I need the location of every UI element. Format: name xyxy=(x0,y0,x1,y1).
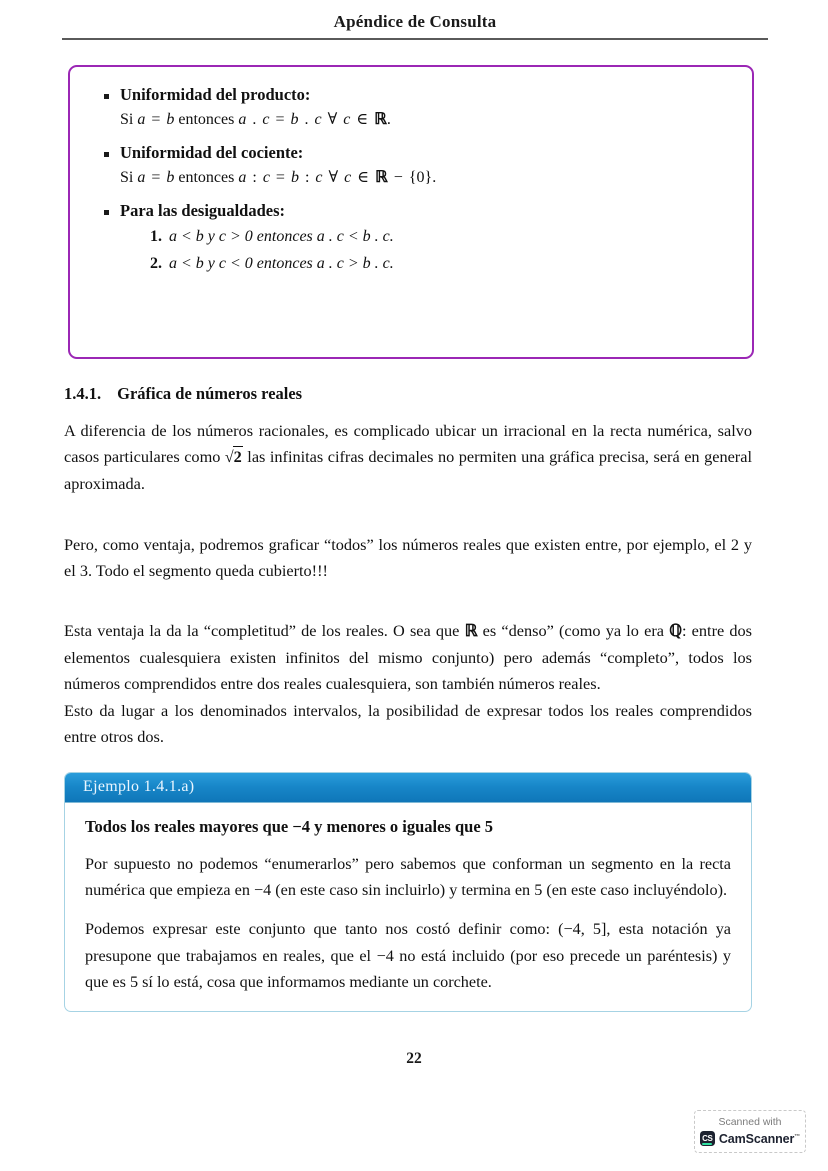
example-title xyxy=(85,817,731,837)
statement-var-c2: c xyxy=(314,111,322,128)
section-number: 1.4.1. xyxy=(64,384,102,403)
example-paragraph-notation xyxy=(85,916,731,995)
watermark-brand-name xyxy=(719,1132,800,1146)
statement-var-a2: a xyxy=(238,111,247,128)
example-title-a: Todos los reales mayores que xyxy=(85,817,293,836)
brand-label: CamScanner xyxy=(718,1131,795,1146)
example-p1-a: Por supuesto no podemos “enumerarlos” pero sabemos que conforman un segmento en la recta numérica que empieza en xyxy=(85,855,731,900)
statement-var-c2: c xyxy=(315,169,323,186)
page-number: 22 xyxy=(406,1050,422,1067)
paragraph-text-a: Esta ventaja la da la “completitud” de los reales. O sea que xyxy=(64,621,465,641)
paragraph-irrationals xyxy=(64,418,752,498)
example-title-five: 5 xyxy=(484,817,494,836)
statement-si: Si xyxy=(120,169,134,186)
inequalities-list xyxy=(150,228,732,273)
example-p2-c: no está incluido (por eso precede un paréntesis) y que es xyxy=(85,946,731,991)
paragraph-completeness xyxy=(64,618,752,697)
statement-period: . xyxy=(386,111,391,128)
statement-var-b2: b xyxy=(290,169,299,186)
square-bullet-icon xyxy=(104,94,109,99)
example-title-b: y menores o iguales que xyxy=(310,817,485,836)
example-p1-five: 5 xyxy=(534,881,543,900)
paragraph-text-b: es “denso” (como ya lo era xyxy=(477,621,670,641)
element-of-symbol: ∈ xyxy=(357,169,370,186)
statement-var-b: b xyxy=(166,111,175,128)
example-paragraph-segment xyxy=(85,851,731,903)
logo-accent-bar xyxy=(702,1143,712,1145)
square-bullet-icon xyxy=(104,210,109,215)
statement-var-c: c xyxy=(262,111,270,128)
forall-symbol: ∀ xyxy=(328,169,339,186)
inequality-text: a < b y c > 0 entonces a . c < b . c. xyxy=(169,228,394,245)
square-bullet-icon xyxy=(104,152,109,157)
example-p1-c: (en este caso incluyéndolo). xyxy=(542,881,728,900)
trademark-symbol: ™ xyxy=(794,1133,801,1140)
radicand-value: 2 xyxy=(233,447,242,467)
paragraph-text-a: A diferencia de los números racionales, es complicado ubicar un irracional en la recta numérica, salvo casos particulares como xyxy=(64,421,752,467)
list-item xyxy=(104,143,732,187)
paragraph-advantage: Pero, como ventaja, podremos graficar “todos” los números reales que existen entre, por ejemplo, el 2 y el 3. Todo el segmento queda cubierto!!! xyxy=(64,534,752,581)
statement-entonces: entonces xyxy=(178,169,235,186)
statement-var-c3: c xyxy=(344,169,352,186)
statement-var-c3: c xyxy=(343,111,351,128)
square-root-expression xyxy=(225,444,243,471)
list-item xyxy=(104,201,732,273)
statement-si: Si xyxy=(120,111,134,128)
list-item xyxy=(150,228,732,246)
logo-text: CS xyxy=(702,1134,713,1143)
property-statement xyxy=(120,109,732,129)
example-header-bar: Ejemplo 1.4.1.a) xyxy=(65,773,751,803)
body-text-column xyxy=(64,418,752,766)
section-title: Gráfica de números reales xyxy=(117,384,303,403)
statement-dot-2: . xyxy=(304,111,309,128)
example-p2-neg4: −4 xyxy=(376,946,394,965)
paragraph-text-b: las infinitas cifras decimales no permiten una gráfica precisa, será en general aproximada. xyxy=(64,447,752,494)
watermark-brand-row xyxy=(701,1131,799,1146)
example-p1-neg4: −4 xyxy=(253,881,272,900)
example-callout-box xyxy=(64,772,752,1012)
statement-var-a2: a xyxy=(238,169,247,186)
rationals-symbol: ℚ xyxy=(669,621,682,641)
example-p2-d: sí lo está, cosa que informamos mediante un corchete. xyxy=(138,972,492,991)
statement-equals-2: = xyxy=(275,111,285,128)
section-heading xyxy=(64,384,302,404)
property-title: Para las desigualdades: xyxy=(120,201,286,220)
page-title: Apéndice de Consulta xyxy=(333,12,497,31)
statement-var-a: a xyxy=(137,169,146,186)
reals-symbol: ℝ xyxy=(374,111,387,128)
example-p2-b: , esta notación ya presupone que trabajamos en reales, que el xyxy=(85,920,731,965)
page-header xyxy=(62,12,768,40)
property-statement xyxy=(120,167,732,187)
statement-equals: = xyxy=(151,111,161,128)
property-title: Uniformidad del cociente: xyxy=(120,143,304,162)
example-p2-five: 5 xyxy=(129,972,139,991)
item-marker: 2. xyxy=(150,255,162,272)
statement-equals: = xyxy=(151,169,161,186)
element-of-symbol: ∈ xyxy=(356,111,369,128)
example-p1-b: (en este caso sin incluirlo) y termina en xyxy=(271,881,535,900)
example-p2-a: Podemos expresar este conjunto que tanto nos costó definir como: xyxy=(85,920,559,939)
statement-equals-2: = xyxy=(275,169,285,186)
statement-dot-1: . xyxy=(252,111,257,128)
reals-symbol: ℝ xyxy=(375,169,388,186)
camscanner-watermark xyxy=(694,1110,806,1153)
camscanner-logo-icon xyxy=(700,1131,715,1146)
statement-var-b2: b xyxy=(290,111,299,128)
statement-var-a: a xyxy=(137,111,146,128)
paragraph-text-c: : entre dos elementos cualesquiera existen infinitos del mismo conjunto) pero además “completo”, todos los números comprendidos entre dos reales cualesquiera, son también números reales. xyxy=(64,621,752,694)
properties-callout-box xyxy=(68,65,754,359)
inequality-text: a < b y c < 0 entonces a . c > b . c. xyxy=(169,255,394,272)
forall-symbol: ∀ xyxy=(327,111,338,128)
list-item xyxy=(104,85,732,129)
interval-notation: (−4, 5] xyxy=(558,920,607,939)
example-body xyxy=(65,803,751,1011)
statement-entonces: entonces xyxy=(178,111,235,128)
example-title-neg4: −4 xyxy=(292,817,310,836)
minus-symbol: − xyxy=(393,169,403,186)
radical-sign: √ xyxy=(224,449,234,467)
list-item xyxy=(150,255,732,273)
reals-symbol: ℝ xyxy=(464,621,478,641)
paragraph-spacer xyxy=(64,600,752,618)
watermark-caption: Scanned with xyxy=(718,1116,782,1128)
property-title: Uniformidad del producto: xyxy=(120,85,311,104)
header-rule xyxy=(62,38,768,40)
zero-set: {0} xyxy=(408,169,433,186)
paragraph-spacer xyxy=(64,514,752,532)
division-colon-1: : xyxy=(252,169,257,186)
item-marker: 1. xyxy=(150,228,162,245)
statement-var-b: b xyxy=(166,169,175,186)
statement-var-c: c xyxy=(262,169,270,186)
properties-list xyxy=(70,67,752,273)
division-colon-2: : xyxy=(304,169,310,186)
statement-period: . xyxy=(432,169,437,186)
paragraph-intervals: Esto da lugar a los denominados intervalos, la posibilidad de expresar todos los reales comprendidos entre otros dos. xyxy=(64,700,752,747)
